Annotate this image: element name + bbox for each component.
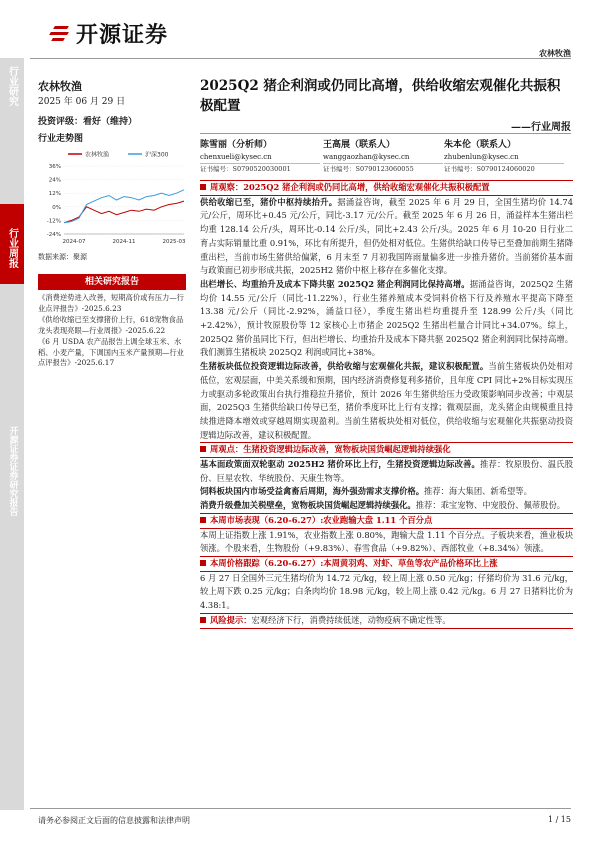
trend-chart-svg: [38, 148, 186, 252]
brand-logo: [48, 18, 168, 49]
analyst-cert: 证书编号：S0790124060020: [444, 163, 564, 175]
investment-rating: 投资评级：看好（维持）: [38, 117, 138, 127]
related-report-item[interactable]: 《供给收缩已至支撑猪价上行，618宠物食品龙头表现亮眼—行业周报》-2025.6.22: [38, 315, 184, 335]
legend-label: 农林牧渔: [85, 151, 110, 159]
body-paragraph: 供给收缩已至，猪价中枢持续抬升。据涌益咨询，截至 2025 年 6 月 29 日，全国生猪均价 14.74 元/公斤，周环比+0.45 元/公斤，同比-3.17 元/公斤。截至 2025 年 6 月 26 日，涌益样本生猪出栏均重 128.14 公斤/头，周环比-0.14 公斤/头，同比+2.43 公斤/头。2025 年 6 月 10-20 日行业二育占实际销量比重 0.91%，环比有所提升，但仍处相对低位。生猪供给缺口传导已至叠加前期生猪降重出栏，当前市场生猪供给偏紧，6 月末至 7 月初我国阵雨量偏多进一步推升猪价。当前猪价基本面与政策面已初步形成共振，2025H2 猪价中枢上移存在多催化支撑。: [200, 196, 573, 276]
y-tick-label: 36%: [48, 164, 61, 170]
analyst-cert: 证书编号：S0790123060055: [323, 163, 443, 175]
related-report-item[interactable]: 《消费逆势进入改善，短期高价或有压力—行业点评报告》-2025.6.23: [38, 293, 184, 313]
header-sector-tag: 农林牧渔: [539, 48, 571, 58]
x-tick-label: 2024-11: [112, 239, 136, 245]
body-paragraph: 消费升级叠加关税壁垒，宽物板块国货崛起逻辑持续强化。推荐：乖宝宠物、中宠股份、佩蒂股份。: [200, 500, 566, 511]
analyst-name: 朱本伦（联系人）: [444, 140, 517, 150]
bullet-square-icon: [200, 446, 206, 452]
analyst-email[interactable]: zhubenlun@kysec.cn: [444, 153, 519, 161]
analyst-name: 陈雪丽（分析师）: [200, 140, 273, 150]
legend-label: 沪深300: [145, 151, 169, 159]
analyst-name: 王高展（联系人）: [323, 140, 396, 150]
y-tick-label: -24%: [46, 232, 61, 238]
analyst-card: [444, 138, 564, 175]
page-number: 1 / 15: [547, 815, 571, 824]
title-divider: [200, 133, 571, 134]
y-tick-label: 0%: [52, 204, 61, 211]
footer-disclaimer: 请务必参阅正文后面的信息披露和法律声明: [38, 816, 190, 825]
sidebar-tab-industry: 行业研究: [6, 66, 18, 106]
section-heading: 本周价格跟踪（6.20-6.27）:本周黄羽鸡、对虾、草鱼等农产品价格环比上涨: [200, 556, 573, 572]
body-paragraph: 本周上证指数上涨 1.91%，农业指数上涨 0.80%，跑输大盘 1.11 个百分点。子板块来看，渔业板块领涨。个股来看，生物股份（+9.83%）、春雪食品（+9.82%）、西部牧业（+8.34%）领涨。: [200, 529, 573, 554]
report-body: [200, 180, 573, 629]
report-date: 2025 年 06 月 29 日: [38, 97, 126, 107]
analyst-card: [200, 138, 320, 175]
header-divider: [30, 58, 571, 59]
related-reports-list: [38, 293, 188, 370]
body-paragraph: 6 月 27 日全国外三元生猪均价为 14.72 元/kg，较上周上涨 0.50 元/kg；仔猪均价为 31.6 元/kg，较上周下跌 0.25 元/kg；白条肉均价 18.98 元/kg，较上周上涨 0.42 元/kg。6 月 27 日猪料比价为 4.38:1。: [200, 572, 573, 611]
analyst-email[interactable]: wanggaozhan@kysec.cn: [323, 153, 410, 161]
analyst-email[interactable]: chenxueli@kysec.cn: [200, 153, 272, 161]
footer-divider: [30, 808, 571, 809]
body-paragraph: 出栏增长、均重抬升及成本下降共驱 2025Q2 猪企利润同比保持高增。据涌益咨询，2025Q2 生猪均价 14.55 元/公斤（同比-11.22%），行业生猪养殖成本受饲料价格下行及养殖水平提高下降至 13.38 元/公斤（同比-2.92%，涌益口径），季度生猪出栏均重提升至 128.99 公斤/头（同比+2.42%），预计牧原股份等 12 家核心上市猪企 2025Q2 生猪出栏量合计同比+34.07%。综上，2025Q2 猪价虽同比下行，但出栏增长、均重抬升及成本下降共驱 2025Q2 猪企利润同比保持高增。我们测算生猪板块 2025Q2 利润或同比+38%。: [200, 278, 574, 358]
related-reports-header: 相关研究报告: [38, 274, 186, 290]
logo-mark-icon: [48, 23, 70, 45]
related-report-item[interactable]: 《6 月 USDA 农产品报告上调全球玉米、水稻、小麦产量，下调国内玉米产量预期—行业点评报告》-2025.6.17: [38, 337, 184, 367]
analyst-cert: 证书编号：S0790520030001: [200, 163, 320, 175]
x-tick-label: 2025-03: [162, 239, 186, 245]
bullet-square-icon: [200, 517, 206, 523]
trend-chart: [38, 148, 186, 260]
body-paragraph: 基本面政策面双轮驱动 2025H2 猪价环比上行，生猪投资逻辑边际改善。推荐：牧原股份、温氏股份、巨星农牧、华统股份、天康生物等。: [200, 459, 573, 483]
section-heading: 本周市场表现（6.20-6.27）:农业跑输大盘 1.11 个百分点: [200, 513, 573, 529]
analyst-card: [323, 138, 443, 175]
chart-source: 数据来源：聚源: [38, 253, 87, 261]
risk-heading: 风险提示：宏观经济下行，消费持续低迷，动物疫病不确定性等。: [200, 613, 573, 629]
series-line: [64, 190, 184, 223]
brand-name: 开源证券: [76, 23, 169, 48]
sidebar-tab-weekly: 行业周报: [0, 204, 24, 284]
report-series: ——行业周报: [511, 122, 571, 133]
x-tick-label: 2024-07: [62, 239, 86, 245]
section-heading: 周观点：生猪投资逻辑边际改善，宽物板块国货崛起逻辑持续强化: [200, 442, 573, 458]
y-tick-label: 24%: [48, 177, 61, 184]
sector-name: 农林牧渔: [38, 80, 82, 93]
sidebar-tab-disclaimer: 开源证券证券研究报告: [7, 426, 18, 516]
trend-chart-title: 行业走势图: [38, 134, 84, 144]
section-heading: 周观察：2025Q2 猪企利润或仍同比高增，供给收缩宏观催化共振积极配置: [200, 180, 573, 196]
bullet-square-icon: [200, 184, 206, 190]
report-title: 2025Q2 猪企利润或仍同比高增，供给收缩宏观催化共振积极配置: [200, 78, 561, 114]
y-tick-label: 12%: [48, 191, 61, 198]
bullet-square-icon: [200, 560, 206, 566]
body-paragraph: 饲料板块国内市场受益禽畜后周期，海外强劲需求支撑价格。推荐：海大集团、新希望等。: [200, 486, 532, 497]
body-paragraph: 生猪板块低位投资逻辑边际改善，供给收缩与宏观催化共振，建议积极配置。当前生猪板块仍处相对低位，宏观层面，中美关系缓和预期，国内经济消费修复利多猪价，且年度 CPI 同比+2%目标实现压力或驱动多轮政策出台执行推稳拉升猪价，预计 2026 年生猪供给压力受政策影响同步改善；中观层面，2025Q3 生猪供给缺口传导已至，猪价季度环比上行有支撑；微观层面，龙头猪企由规模重且持续推进降本增效或穿越周期实现盈利。当前生猪板块处相对低位，供给收缩与宏观催化共振驱动投资逻辑边际改善，建议积极配置。: [200, 361, 573, 440]
bullet-square-icon: [200, 617, 206, 623]
y-tick-label: -12%: [46, 218, 61, 225]
